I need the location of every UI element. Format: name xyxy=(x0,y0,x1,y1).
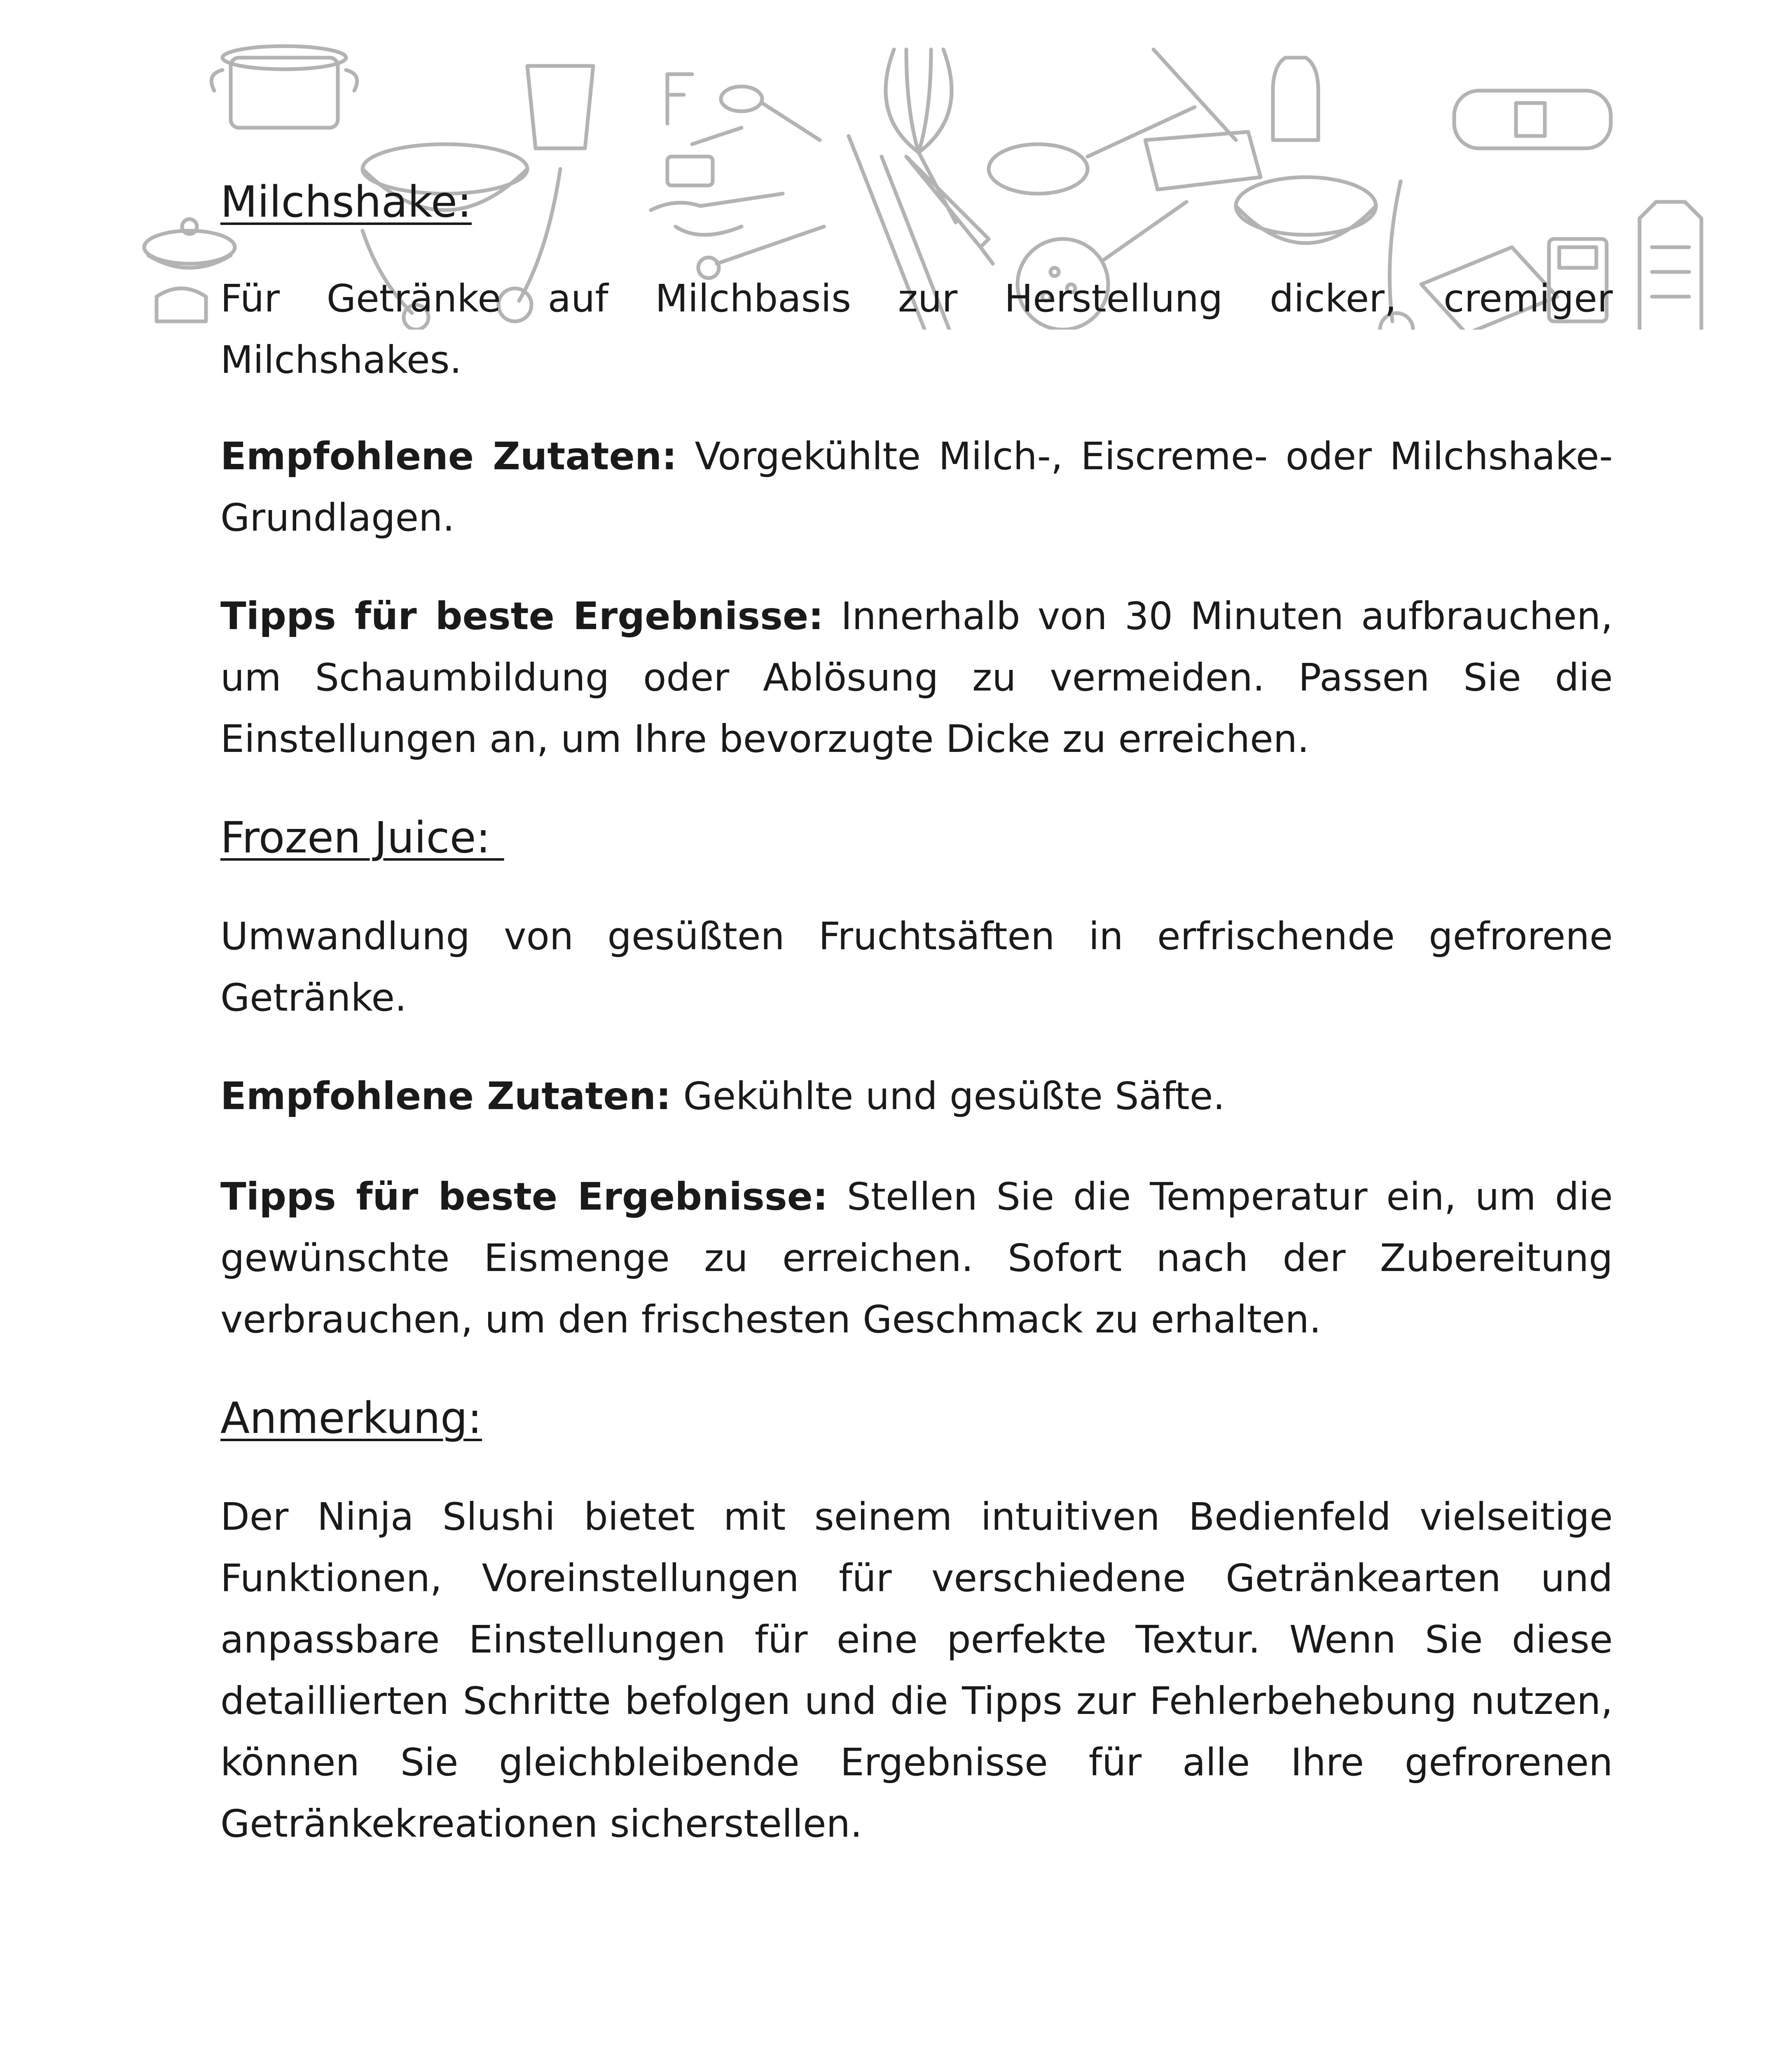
ingredients-paragraph-frozen-juice xyxy=(220,1065,1613,1127)
tips-paragraph-frozen-juice xyxy=(220,1166,1613,1350)
tips-text: Innerhalb von 30 Minuten aufbrauchen, um Schaumbildung oder Ablösung zu vermeiden. Passen Sie die Einstellungen an, um Ihre bevorzugte Dicke zu erreichen. xyxy=(220,594,1613,761)
tips-text: Stellen Sie die Temperatur ein, um die gewünschte Eismenge zu erreichen. Sofort nach der Zubereitung verbrauchen, um den frischesten Geschmack zu erhalten. xyxy=(220,1175,1613,1341)
ingredients-label: Empfohlene Zutaten: xyxy=(220,1074,671,1118)
pot-icon xyxy=(211,46,357,128)
tips-label: Tipps für beste Ergebnisse: xyxy=(220,594,824,638)
section-description-milchshake: Für Getränke auf Milchbasis zur Herstellung dicker, cremiger Milchshakes. xyxy=(220,276,1613,382)
section-description-frozen-juice: Umwandlung von gesüßten Fruchtsäften in erfrischende gefrorene Getränke. xyxy=(220,914,1613,1020)
ingredients-paragraph-milchshake xyxy=(220,426,1613,548)
ingredients-text: Vorgekühlte Milch-, Eiscreme- oder Milchshake-Grundlagen. xyxy=(220,434,1613,540)
spatula-icon xyxy=(1153,49,1236,140)
ingredients-text: Gekühlte und gesüßte Säfte. xyxy=(671,1074,1225,1118)
pitcher-icon xyxy=(157,288,206,321)
springform-icon xyxy=(1454,91,1611,148)
note-paragraph: Der Ninja Slushi bietet mit seinem intuitiven Bedienfeld vielseitige Funktionen, Voreinstellungen für verschiedene Getränkearten und anpassbare Einstellungen für eine perfekte Textur. Wenn Sie diese detaillierten Schritte befolgen und die Tipps zur Fehlerbehebung nutzen, können Sie gleichbleibende Ergebnisse für alle Ihre gefrorenen Getränkekreationen sicherstellen. xyxy=(220,1495,1613,1846)
grater-icon xyxy=(1640,202,1701,330)
section-heading-milchshake: Milchshake: xyxy=(220,177,472,227)
document-body xyxy=(220,173,1613,1854)
ingredients-label: Empfohlene Zutaten: xyxy=(220,434,677,478)
tips-label: Tipps für beste Ergebnisse: xyxy=(220,1175,828,1219)
section-heading-anmerkung: Anmerkung: xyxy=(220,1393,482,1443)
section-heading-frozen-juice: Frozen Juice: xyxy=(220,812,504,863)
bottle-icon xyxy=(1273,58,1318,140)
tips-paragraph-milchshake xyxy=(220,585,1613,770)
glass-icon xyxy=(527,66,593,148)
